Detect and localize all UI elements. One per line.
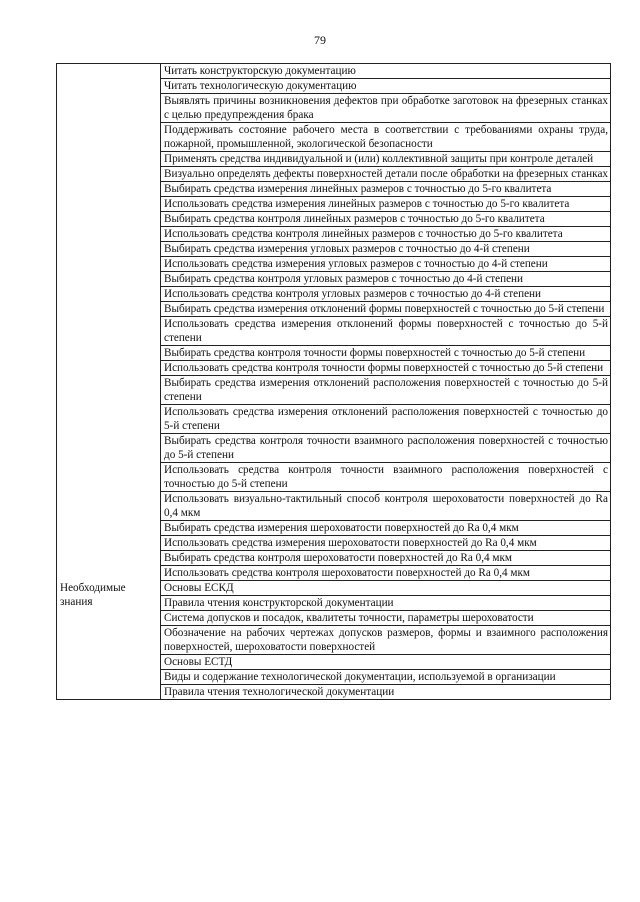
knowledge-item: Система допусков и посадок, квалитеты точности, параметры шероховатости bbox=[161, 611, 611, 626]
skill-item: Выбирать средства контроля шероховатости поверхностей до Ra 0,4 мкм bbox=[161, 551, 611, 566]
skill-item: Визуально определять дефекты поверхностей детали после обработки на фрезерных станках bbox=[161, 167, 611, 182]
skill-item: Выбирать средства контроля линейных размеров с точностью до 5-го квалитета bbox=[161, 212, 611, 227]
skill-item: Использовать средства измерения линейных размеров с точностью до 5-го квалитета bbox=[161, 197, 611, 212]
knowledge-item: Правила чтения технологической документации bbox=[161, 685, 611, 700]
skill-item: Использовать средства измерения угловых размеров с точностью до 4-й степени bbox=[161, 257, 611, 272]
skill-item: Читать конструкторскую документацию bbox=[161, 64, 611, 79]
page-number: 79 bbox=[314, 33, 326, 47]
skill-item: Читать технологическую документацию bbox=[161, 79, 611, 94]
knowledge-item: Основы ЕСТД bbox=[161, 655, 611, 670]
skill-item: Выбирать средства измерения угловых размеров с точностью до 4-й степени bbox=[161, 242, 611, 257]
skill-item: Использовать средства контроля линейных размеров с точностью до 5-го квалитета bbox=[161, 227, 611, 242]
knowledge-item: Обозначение на рабочих чертежах допусков размеров, формы и взаимного расположения поверхностей, шероховатости поверхностей bbox=[161, 626, 611, 655]
competency-table-body bbox=[57, 64, 611, 700]
skill-item: Использовать средства контроля шероховатости поверхностей до Ra 0,4 мкм bbox=[161, 566, 611, 581]
skill-item: Использовать средства измерения отклонений расположения поверхностей с точностью до 5-й степени bbox=[161, 405, 611, 434]
skill-item: Выбирать средства контроля точности взаимного расположения поверхностей с точностью до 5-й степени bbox=[161, 434, 611, 463]
skill-item: Использовать средства контроля угловых размеров с точностью до 4-й степени bbox=[161, 287, 611, 302]
knowledge-item: Основы ЕСКД bbox=[161, 581, 611, 596]
knowledge-row bbox=[57, 581, 611, 596]
skill-row bbox=[57, 64, 611, 79]
skill-item: Выбирать средства измерения шероховатости поверхностей до Ra 0,4 мкм bbox=[161, 521, 611, 536]
skills-label-cell bbox=[57, 64, 161, 581]
knowledge-label: Необходимые знания bbox=[57, 581, 161, 700]
skill-item: Использовать средства измерения отклонений формы поверхностей с точностью до 5-й степени bbox=[161, 317, 611, 346]
skill-item: Выбирать средства контроля точности формы поверхностей с точностью до 5-й степени bbox=[161, 346, 611, 361]
skill-item: Поддерживать состояние рабочего места в соответствии с требованиями охраны труда, пожарной, промышленной, экологической безопасности bbox=[161, 123, 611, 152]
competency-table bbox=[56, 63, 611, 700]
knowledge-item: Правила чтения конструкторской документации bbox=[161, 596, 611, 611]
skill-item: Использовать визуально-тактильный способ контроля шероховатости поверхностей до Ra 0,4 мкм bbox=[161, 492, 611, 521]
skill-item: Применять средства индивидуальной и (или) коллективной защиты при контроле деталей bbox=[161, 152, 611, 167]
skill-item: Выбирать средства измерения отклонений формы поверхностей с точностью до 5-й степени bbox=[161, 302, 611, 317]
skill-item: Выявлять причины возникновения дефектов при обработке заготовок на фрезерных станках с целью предупреждения брака bbox=[161, 94, 611, 123]
skill-item: Выбирать средства измерения отклонений расположения поверхностей с точностью до 5-й степени bbox=[161, 376, 611, 405]
skill-item: Использовать средства контроля точности взаимного расположения поверхностей с точностью до 5-й степени bbox=[161, 463, 611, 492]
knowledge-item: Виды и содержание технологической документации, используемой в организации bbox=[161, 670, 611, 685]
skill-item: Выбирать средства контроля угловых размеров с точностью до 4-й степени bbox=[161, 272, 611, 287]
skill-item: Выбирать средства измерения линейных размеров с точностью до 5-го квалитета bbox=[161, 182, 611, 197]
skill-item: Использовать средства контроля точности формы поверхностей с точностью до 5-й степени bbox=[161, 361, 611, 376]
skill-item: Использовать средства измерения шероховатости поверхностей до Ra 0,4 мкм bbox=[161, 536, 611, 551]
